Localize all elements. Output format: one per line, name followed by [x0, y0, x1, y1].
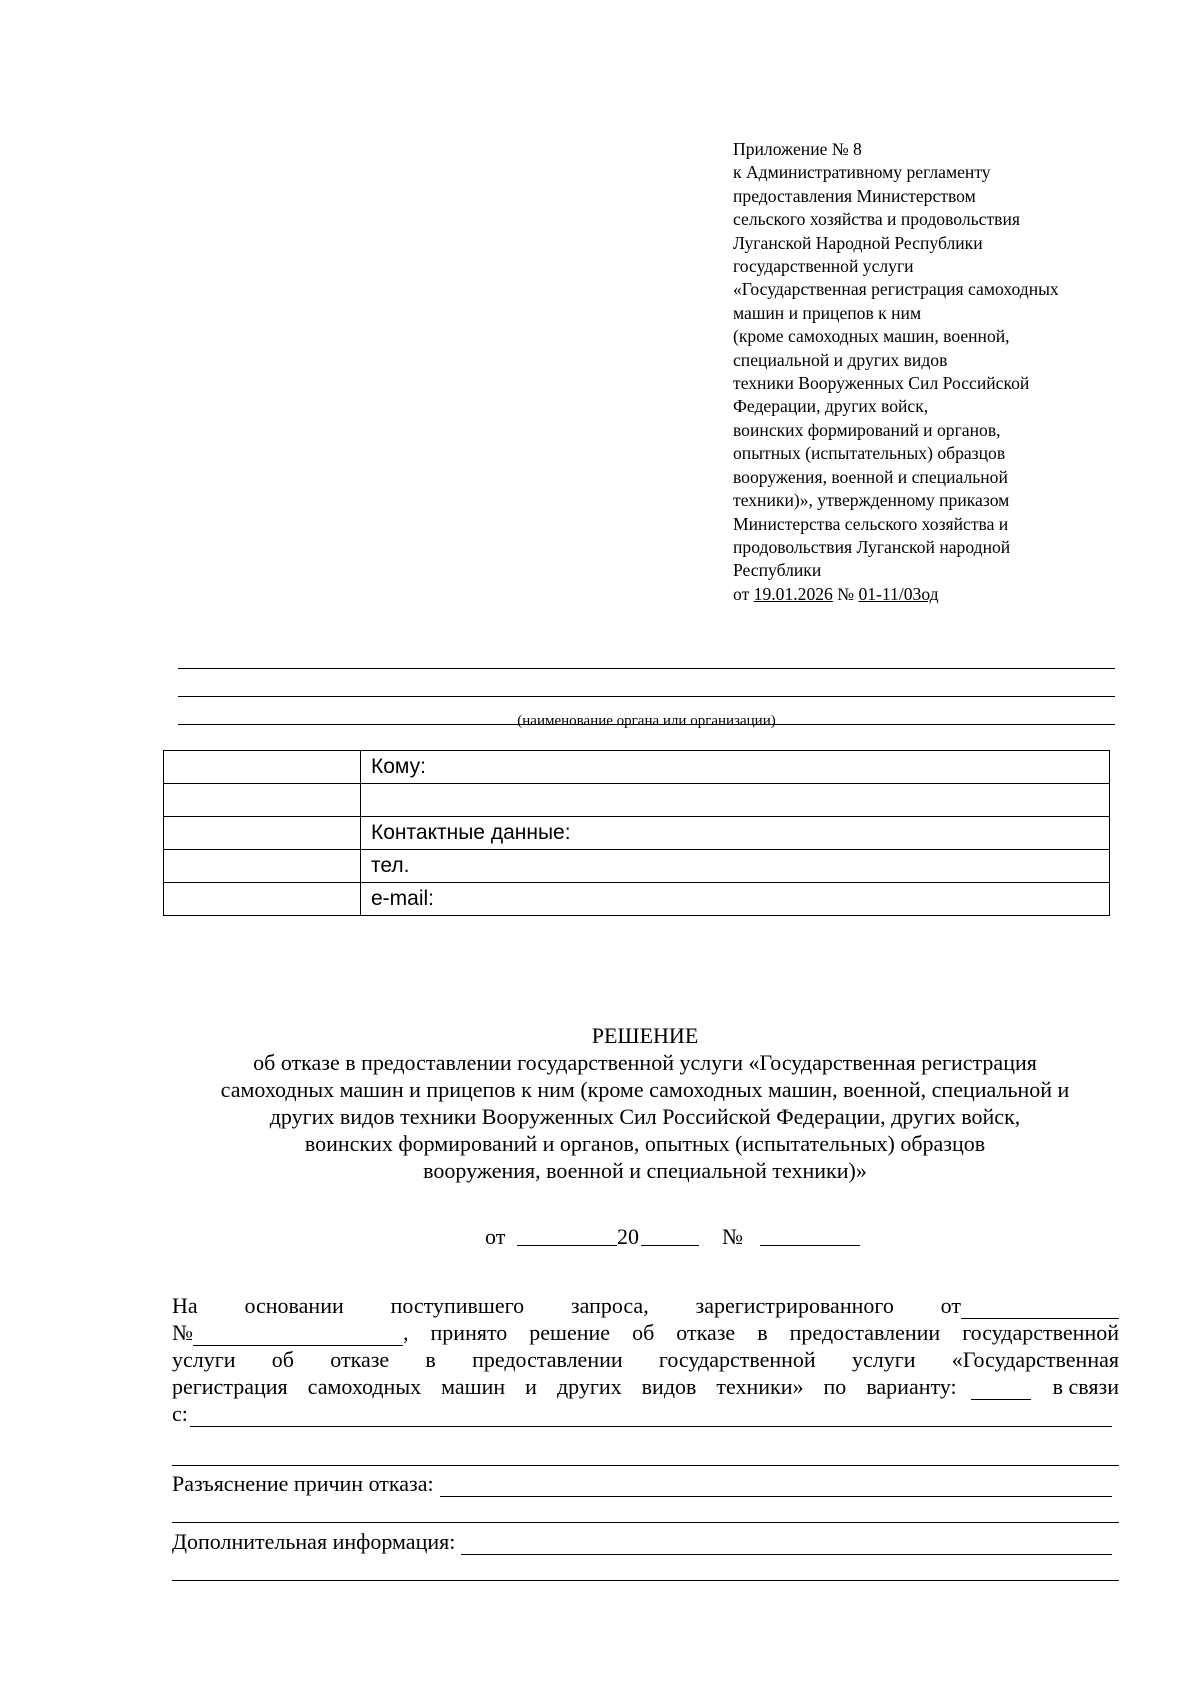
additional-info-line-2[interactable]	[172, 1580, 1119, 1581]
body-line-4-tail: в связи	[1052, 1374, 1119, 1399]
addressee-cell-blank[interactable]	[164, 850, 361, 883]
additional-info-field[interactable]	[461, 1532, 1112, 1555]
decision-subtitle-line: об отказе в предоставлении государственной услуги «Государственная регистрация	[253, 1050, 1037, 1075]
explanation-label: Разъяснение причин отказа:	[172, 1471, 434, 1496]
order-number-sign: №	[837, 583, 855, 604]
decision-subtitle-line: вооружения, военной и специальной техники)»	[423, 1158, 867, 1183]
date-year-prefix: 20	[617, 1224, 639, 1249]
addressee-row-phone	[164, 850, 1110, 883]
body-word: зарегистрированного	[695, 1293, 894, 1318]
addressee-cell-blank[interactable]	[164, 751, 361, 784]
decision-subtitle-line: других видов техники Вооруженных Сил Российской Федерации, других войск,	[269, 1104, 1021, 1129]
explanation-field[interactable]	[440, 1474, 1112, 1497]
addressee-label-to[interactable]: Кому:	[361, 751, 1110, 784]
appendix-line: Луганской Народной Республики	[733, 232, 983, 253]
addressee-row-name	[164, 784, 1110, 817]
order-prefix: от	[733, 583, 750, 604]
appendix-line: вооружения, военной и специальной	[733, 466, 1008, 487]
explanation-line-2[interactable]	[172, 1522, 1119, 1523]
appendix-line: воинских формирований и органов,	[733, 419, 1001, 440]
addressee-cell-blank[interactable]	[164, 817, 361, 850]
explanation-row	[172, 1470, 1119, 1497]
decision-body	[172, 1292, 1119, 1427]
body-line-1	[172, 1292, 1119, 1319]
reason-line-2[interactable]	[172, 1465, 1119, 1466]
order-number: 01-11/03од	[858, 583, 939, 604]
appendix-line: техники)», утвержденному приказом	[733, 490, 1010, 511]
appendix-line: специальной и других видов	[733, 349, 948, 370]
decision-heading	[150, 1022, 1140, 1184]
body-word: основании	[244, 1293, 344, 1318]
body-word: запроса,	[570, 1293, 649, 1318]
body-word: поступившего	[390, 1293, 525, 1318]
appendix-line: (кроме самоходных машин, военной,	[733, 326, 1010, 347]
appendix-line: к Административному регламенту	[733, 162, 991, 183]
appendix-line: предоставления Министерством	[733, 185, 976, 206]
body-line-2	[172, 1319, 1119, 1346]
order-date: 19.01.2026	[753, 583, 833, 604]
body-word: На	[172, 1293, 198, 1318]
appendix-order-line	[733, 583, 1153, 606]
addressee-row-to	[164, 751, 1110, 784]
appendix-line: Федерации, других войск,	[733, 396, 929, 417]
appendix-line: Республики	[733, 560, 822, 581]
reason-label: с:	[172, 1401, 188, 1426]
date-number-sign: №	[722, 1224, 743, 1249]
decision-subtitle-line: самоходных машин и прицепов к ним (кроме самоходных машин, военной, специальной и	[220, 1077, 1070, 1102]
addressee-cell-blank[interactable]	[164, 883, 361, 916]
body-line-4-text: регистрация самоходных машин и других видов техники» по варианту:	[172, 1374, 957, 1399]
appendix-line: Министерства сельского хозяйства и	[733, 513, 1009, 534]
org-name-line-1[interactable]	[178, 668, 1115, 669]
decision-title: РЕШЕНИЕ	[591, 1023, 699, 1048]
addressee-row-contacts	[164, 817, 1110, 850]
date-from-label: от	[485, 1224, 506, 1249]
body-line-2-text: , принято решение об отказе в предоставлении государственной	[403, 1320, 1119, 1345]
date-day-month-field[interactable]	[517, 1223, 617, 1246]
appendix-line: опытных (испытательных) образцов	[733, 443, 1006, 464]
addressee-label-phone[interactable]: тел.	[361, 850, 1110, 883]
appendix-line: продовольствия Луганской народной	[733, 536, 1011, 557]
appendix-line: государственной услуги	[733, 256, 914, 277]
org-name-line-2[interactable]	[178, 696, 1115, 697]
appendix-line: сельского хозяйства и продовольствия	[733, 209, 1020, 230]
addressee-table	[163, 750, 1110, 916]
variant-field[interactable]	[971, 1377, 1031, 1400]
additional-info-label: Дополнительная информация:	[172, 1529, 456, 1554]
appendix-line: Приложение № 8	[733, 139, 862, 159]
body-line-5	[172, 1400, 1119, 1427]
appendix-line: техники Вооруженных Сил Российской	[733, 373, 1030, 394]
request-date-field[interactable]	[961, 1296, 1119, 1319]
addressee-row-email	[164, 883, 1110, 916]
addressee-name-field[interactable]	[361, 784, 1110, 817]
addressee-cell-blank[interactable]	[164, 784, 361, 817]
appendix-header	[733, 138, 1153, 606]
addressee-label-contacts[interactable]: Контактные данные:	[361, 817, 1110, 850]
request-from-label: от	[940, 1293, 961, 1318]
request-number-field[interactable]	[193, 1323, 403, 1346]
org-caption: (наименование органа или организации)	[517, 713, 776, 729]
decision-subtitle-line: воинских формирований и органов, опытных (испытательных) образцов	[304, 1131, 986, 1156]
additional-info-row	[172, 1528, 1119, 1555]
body-line-3: услуги об отказе в предоставлении государственной услуги «Государственная	[172, 1347, 1119, 1372]
decision-number-field[interactable]	[760, 1223, 860, 1246]
addressee-label-email[interactable]: e-mail:	[361, 883, 1110, 916]
request-number-sign: №	[172, 1320, 193, 1345]
decision-subtitle	[150, 1049, 1140, 1184]
reason-field[interactable]	[190, 1404, 1112, 1427]
appendix-line: машин и прицепов к ним	[733, 302, 922, 323]
date-year-field[interactable]	[641, 1223, 699, 1246]
appendix-line: «Государственная регистрация самоходных	[733, 279, 1059, 300]
body-line-4	[172, 1373, 1119, 1400]
